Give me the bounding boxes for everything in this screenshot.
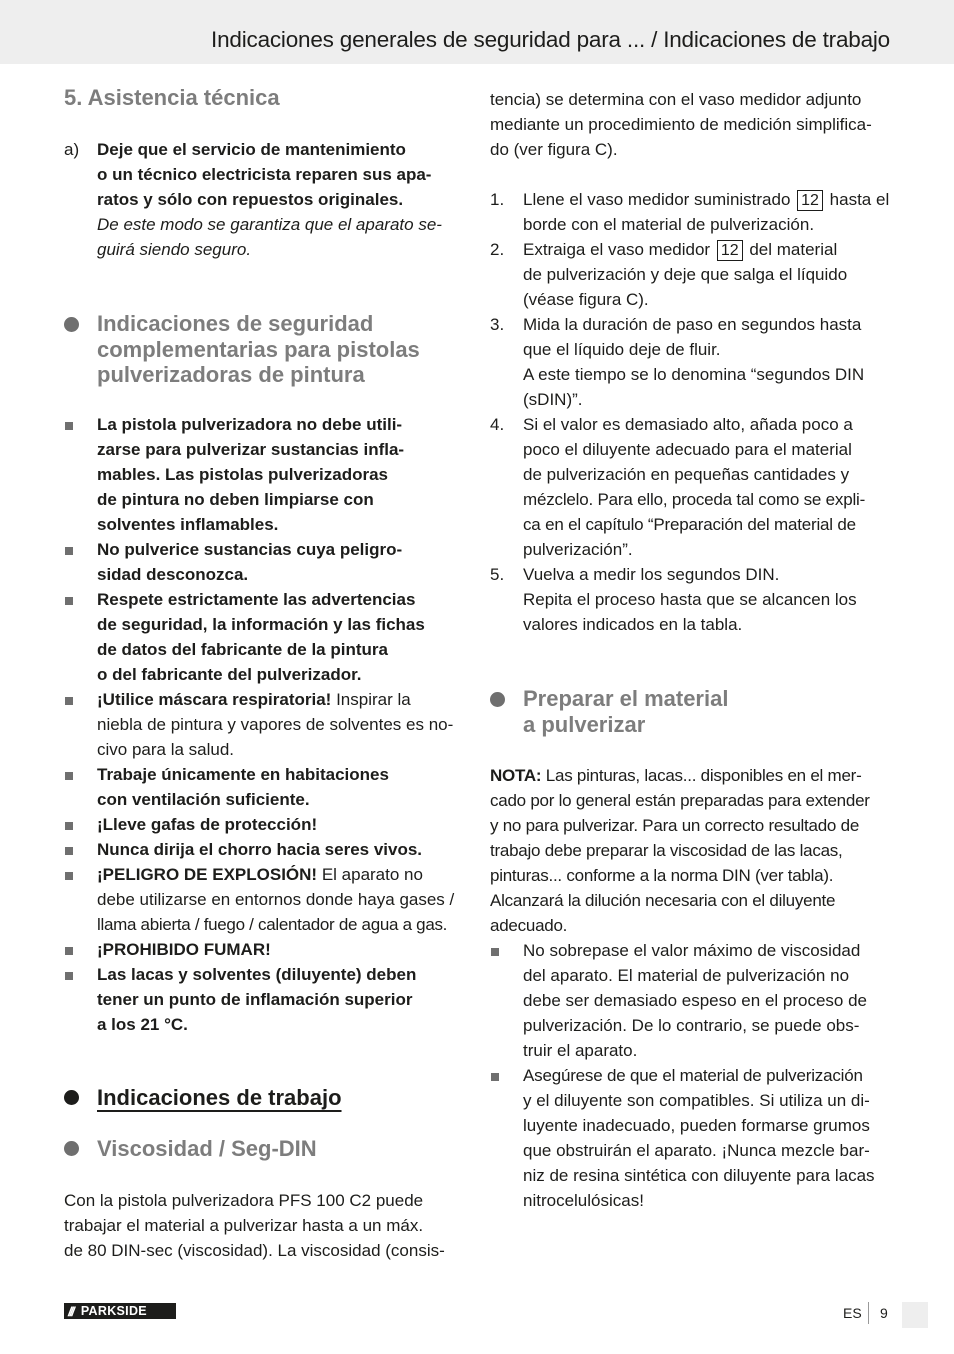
- nota-label: NOTA:: [490, 766, 542, 785]
- bullet-dot-icon: [64, 317, 79, 332]
- step-item: 3. Mida la duración de paso en segundos hasta que el líquido deje de fluir. A este tiempo se lo denomina “segundos DIN (sDIN)”.: [490, 312, 890, 412]
- item-a-bold-line: ratos y sólo con repuestos originales.: [97, 190, 404, 209]
- list-item: No sobrepase el valor máximo de viscosidad del aparato. El material de pulverización no debe ser demasiado espeso en el proceso de pulverización. De lo contrario, se puede obs- truir el aparato.: [490, 938, 890, 1063]
- item-a-italic-line: guirá siendo seguro.: [97, 240, 252, 259]
- work-heading-text: Indicaciones de trabajo: [97, 1085, 342, 1110]
- viscosity-heading-text: Viscosidad / Seg-DIN: [97, 1136, 317, 1161]
- steps-list: [490, 187, 890, 637]
- square-bullet-icon: [65, 822, 73, 830]
- language-code: ES: [843, 1305, 862, 1321]
- step-item: 4. Si el valor es demasiado alto, añada poco a poco el diluyente adecuado para el material de pulverización en pequeñas cantidades y mézclelo. Para ello, proceda tal como se expli- ca en el capítulo “Preparación del material de pulverización”.: [490, 412, 890, 562]
- list-item: ¡PELIGRO DE EXPLOSIÓN! El aparato no debe utilizarse en entornos donde haya gases / llama abierta / fuego / calentador de agua a gas.: [64, 862, 464, 937]
- list-item: Nunca dirija el chorro hacia seres vivos.: [64, 837, 464, 862]
- reference-number-box: 12: [717, 240, 743, 261]
- square-bullet-icon: [65, 697, 73, 705]
- step-number: 5.: [490, 565, 505, 584]
- list-item: No pulverice sustancias cuya peligro- sidad desconozca.: [64, 537, 464, 587]
- square-bullet-icon: [65, 547, 73, 555]
- step-item: 5. Vuelva a medir los segundos DIN. Repita el proceso hasta que se alcancen los valores indicados en la tabla.: [490, 562, 890, 637]
- square-bullet-icon: [491, 948, 499, 956]
- viscosity-continuation: tencia) se determina con el vaso medidor adjunto mediante un procedimiento de medición simplifica- do (ver figura C).: [490, 90, 872, 159]
- square-bullet-icon: [65, 872, 73, 880]
- item-a-italic-line: De este modo se garantiza que el aparato se-: [97, 215, 442, 234]
- footer-tab: [902, 1302, 928, 1328]
- safety-list: [64, 412, 464, 1037]
- square-bullet-icon: [65, 772, 73, 780]
- bullet-dot-icon: [64, 1090, 79, 1105]
- step-item: 1. Llene el vaso medidor suministrado 12 hasta el borde con el material de pulverización.: [490, 187, 890, 237]
- logo-brand: PARKSIDE: [80, 1304, 147, 1318]
- footer-divider: [868, 1302, 869, 1324]
- square-bullet-icon: [65, 972, 73, 980]
- list-item: La pistola pulverizadora no debe utili- zarse para pulverizar sustancias infla- mables. Las pistolas pulverizadoras de pintura no deben limpiarse con solventes inflamables.: [64, 412, 464, 537]
- list-item: Las lacas y solventes (diluyente) deben tener un punto de inflamación superior a los 21 °C.: [64, 962, 464, 1037]
- list-item: ¡PROHIBIDO FUMAR!: [64, 937, 464, 962]
- safety-heading-line: complementarias para pistolas: [97, 336, 420, 362]
- item-a-bold-line: Deje que el servicio de mantenimiento: [97, 140, 406, 159]
- bullet-dot-icon: [64, 1141, 79, 1156]
- step-number: 4.: [490, 415, 505, 434]
- item-a-bold-line: o un técnico electricista reparen sus apa-: [97, 165, 432, 184]
- page-title: Indicaciones generales de seguridad para ... / Indicaciones de trabajo: [211, 27, 890, 52]
- bullet-dot-icon: [490, 692, 505, 707]
- list-item: Respete estrictamente las advertencias de seguridad, la información y las fichas de datos del fabricante de la pintura o del fabricante del pulverizador.: [64, 587, 464, 687]
- logo-slashes: ///: [68, 1303, 73, 1319]
- reference-number-box: 12: [797, 190, 823, 211]
- square-bullet-icon: [65, 947, 73, 955]
- list-item: Trabaje únicamente en habitaciones con ventilación suficiente.: [64, 762, 464, 812]
- step-number: 1.: [490, 190, 505, 209]
- safety-heading-line: Indicaciones de seguridad: [97, 311, 374, 336]
- nota-paragraph: NOTA: Las pinturas, lacas... disponibles en el mer- cado por lo general están preparadas para extender y no para pulverizar. Para un correcto resultado de trabajo debe preparar la viscosidad de las lacas, pinturas... conforme a la norma DIN (ver tabla). Alcanzará la dilución necesaria con el diluyente adecuado.: [490, 766, 870, 935]
- viscosity-paragraph: Con la pistola pulverizadora PFS 100 C2 puede trabajar el material a pulverizar hasta a un máx. de 80 DIN-sec (viscosidad). La viscosidad (consis-: [64, 1191, 445, 1260]
- item-a-marker: a): [64, 140, 80, 159]
- step-item: 2. Extraiga el vaso medidor 12 del material de pulverización y deje que salga el líquido (véase figura C).: [490, 237, 890, 312]
- square-bullet-icon: [65, 847, 73, 855]
- page-header: [0, 0, 954, 64]
- step-number: 3.: [490, 315, 505, 334]
- list-item: ¡Lleve gafas de protección!: [64, 812, 464, 837]
- section-5-heading: 5. Asistencia técnica: [64, 85, 280, 110]
- list-item: Asegúrese de que el material de pulverización y el diluyente son compatibles. Si utiliza un di- luyente inadecuado, pueden formarse grumos que obstruirán el aparato. ¡Nunca mezcle bar- niz de resina sintética con diluyente para lacas nitrocelulósicas!: [490, 1063, 890, 1213]
- square-bullet-icon: [491, 1073, 499, 1081]
- square-bullet-icon: [65, 422, 73, 430]
- parkside-logo: [64, 1303, 176, 1319]
- square-bullet-icon: [65, 597, 73, 605]
- safety-heading-line: pulverizadoras de pintura: [97, 362, 365, 387]
- list-item: ¡Utilice máscara respiratoria! Inspirar la niebla de pintura y vapores de solventes es no- civo para la salud.: [64, 687, 464, 762]
- step-number: 2.: [490, 240, 505, 259]
- page-number: 9: [880, 1305, 888, 1321]
- prepare-list: [490, 938, 890, 1213]
